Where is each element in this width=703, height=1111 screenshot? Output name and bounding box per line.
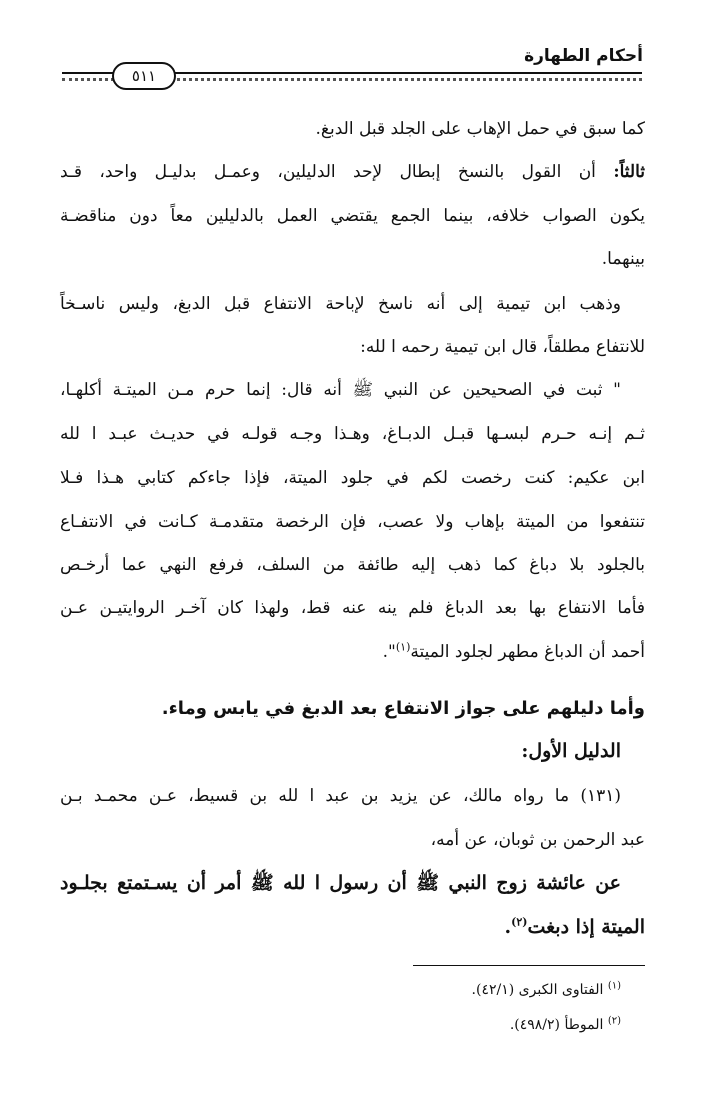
quote-line: ابن عكيم: كنت رخصت لكم في جلود الميتة، فإذا جاءكم كتابي هـذا فـلا — [60, 468, 645, 488]
quote-line: ثـم إنـه حـرم لبسـها قبـل الدبـاغ، وهـذا وجـه قولـه في حديـث عبـد ا لله — [60, 424, 645, 444]
quote-line: بالجلود بلا دباغ كما ذهب إليه طائفة من السلف، فرفع النهي عما أرخـص — [60, 555, 645, 575]
footnote-mark: (٢) — [607, 1015, 621, 1027]
text-line: بينهما. — [601, 249, 645, 269]
text-span: أحمد أن الدباغ مطهر لجلود الميتة — [410, 642, 645, 662]
quote-line — [383, 640, 645, 664]
section-heading: وأما دليلهم على جواز الانتفاع بعد الدبغ في يابس وماء. — [161, 698, 645, 719]
footnote-ref: (٢) — [511, 915, 528, 929]
footnote — [510, 1015, 621, 1035]
footnote-text: الموطأ (٤٩٨/٢). — [509, 1017, 604, 1033]
text-line: للانتفاع مطلقاً، قال ابن تيمية رحمه ا لله: — [360, 337, 645, 357]
hadith-text — [504, 915, 645, 939]
text-span: . — [504, 916, 512, 938]
footnote-ref: (١) — [395, 640, 411, 654]
footnote-text: الفتاوى الكبرى (٤٢/١). — [471, 982, 604, 998]
footnote — [472, 980, 621, 1000]
text-line: وذهب ابن تيمية إلى أنه ناسخ لإباحة الانتفاع قبل الدبغ، وليس ناسـخاً — [60, 294, 621, 314]
hadith-line: (١٣١) ما رواه مالك، عن يزيد بن عبد ا لله بن قسيط، عـن محمـد بـن — [60, 786, 621, 806]
text-line: كما سبق في حمل الإهاب على الجلد قبل الدبغ. — [315, 119, 645, 139]
hadith-text: عن عائشة زوج النبي ﷺ أن رسول ا لله ﷺ أمر أن يسـتمتع بجلـود — [60, 872, 621, 894]
subheading: الدليل الأول: — [521, 740, 621, 762]
page-number: ٥١١ — [112, 62, 176, 90]
quote-line: فأما الانتفاع بها بعد الدباغ فلم ينه عنه قط، ولهذا كان آخـر الروايتيـن عـن — [60, 598, 645, 618]
text-span: الميتة إذا دبغت — [527, 916, 645, 938]
quote-line: تنتفعوا من الميتة بإهاب ولا عصب، فإن الرخصة متقدمـة كـانت في الانتفـاع — [60, 512, 645, 532]
text-span: أن القول بالنسخ إبطال لإحد الدليلين، وعمـل بدليـل واحد، قـد — [60, 162, 596, 182]
text-line — [60, 160, 645, 184]
running-title: أحكام الطهارة — [524, 46, 643, 66]
text-line: يكون الصواب خلافه، بينما الجمع يقتضي العمل بالدليلين معاً دون مناقضـة — [60, 206, 645, 226]
quote-line: " ثبت في الصحيحين عن النبي ﷺ أنه قال: إنما حرم مـن الميتـة أكلهـا، — [60, 380, 621, 400]
footnote-mark: (١) — [607, 980, 621, 992]
text-span: ". — [382, 642, 396, 662]
point-label: ثالثاً: — [613, 162, 645, 182]
footnote-rule — [413, 965, 645, 966]
hadith-line: عبد الرحمن بن ثوبان، عن أمه، — [430, 830, 645, 850]
